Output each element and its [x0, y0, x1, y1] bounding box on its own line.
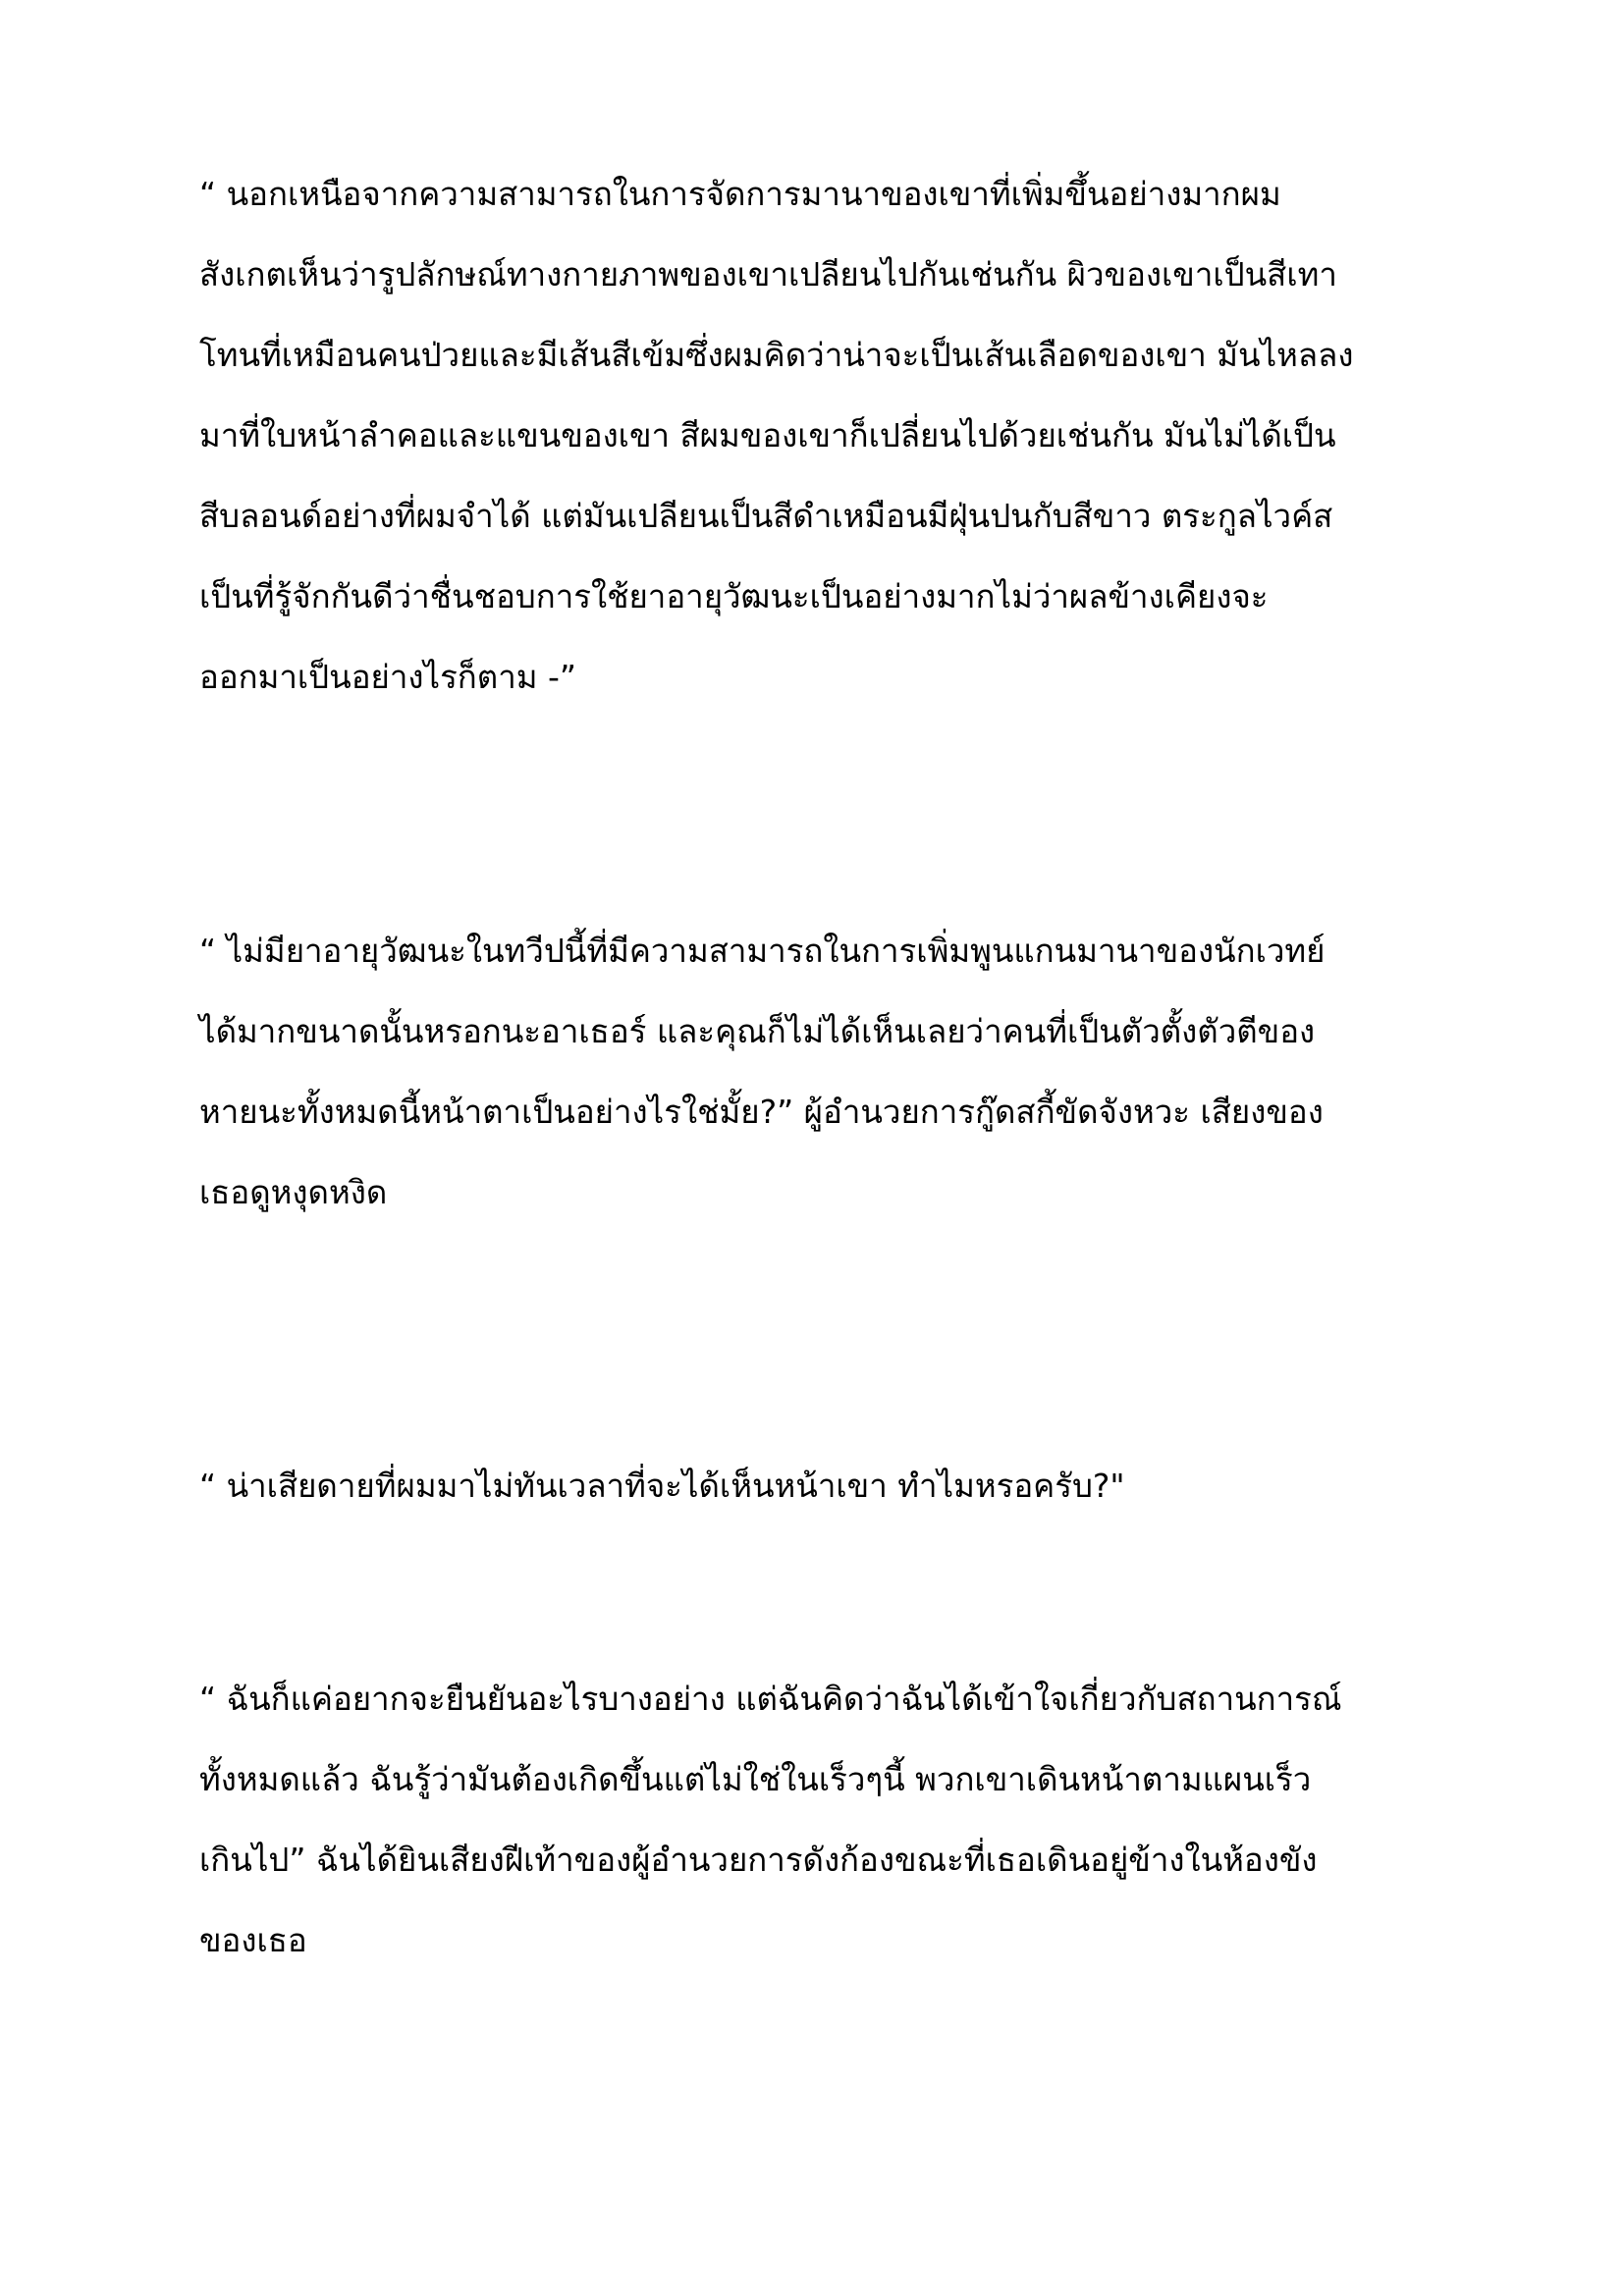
text-line: สังเกตเห็นว่ารูปลักษณ์ทางกายภาพของเขาเปลียนไปกันเช่นกัน ผิวของเขาเป็นสีเทา [199, 255, 1337, 294]
text-line: “ ฉันก็แค่อยากจะยืนยันอะไรบางอย่าง แต่ฉันคิดว่าฉันได้เข้าใจเกี่ยวกับสถานการณ์ [199, 1680, 1342, 1718]
text-line: ทั้งหมดแล้ว ฉันรู้ว่ามันต้องเกิดขึ้นแต่ไม่ใช่ในเร็วๆนี้ พวกเขาเดินหน้าตามแผนเร็ว [199, 1760, 1312, 1798]
text-line: มาที่ใบหน้าลำคอและแขนของเขา สีผมของเขาก็เปลี่ยนไปด้วยเช่นกัน มันไม่ได้เป็น [199, 416, 1336, 454]
text-line: “ นอกเหนือจากความสามารถในการจัดการมานาของเขาที่เพิ่มขึ้นอย่างมากผม [199, 175, 1281, 213]
text-line: ออกมาเป็นอย่างไรก็ตาม -” [199, 658, 576, 696]
text-line: เธอดูหงุดหงิด [199, 1173, 388, 1211]
text-line: เกินไป” ฉันได้ยินเสียงฝีเท้าของผู้อำนวยการดังก้องขณะที่เธอเดินอยู่ข้างในห้องขัง [199, 1841, 1318, 1879]
paragraph-1 [199, 154, 1466, 718]
text-line: เป็นที่รู้จักกันดีว่าชื่นชอบการใช้ยาอายุวัฒนะเป็นอย่างมากไม่ว่าผลข้างเคียงจะ [199, 577, 1269, 615]
text-line: ได้มากขนาดนั้นหรอกนะอาเธอร์ และคุณก็ไม่ได้เห็นเลยว่าคนที่เป็นตัวตั้งตัวตีของ [199, 1012, 1316, 1050]
text-line: ของเธอ [199, 1921, 307, 1959]
text-line: หายนะทั้งหมดนี้หน้าตาเป็นอย่างไรใช่มั้ย?” ผู้อำนวยการกู๊ดสกี้ขัดจังหวะ เสียงของ [199, 1093, 1324, 1131]
paragraph-4 [199, 1659, 1466, 1981]
text-line: “ น่าเสียดายที่ผมมาไม่ทันเวลาที่จะได้เห็นหน้าเขา ทำไมหรอครับ?" [199, 1467, 1125, 1505]
text-line: สีบลอนด์อย่างที่ผมจำได้ แต่มันเปลียนเป็นสีดำเหมือนมีฝุ่นปนกับสีขาว ตระกูลไวค์ส [199, 497, 1333, 535]
paragraph-2 [199, 911, 1466, 1233]
paragraph-3 [199, 1446, 1466, 1526]
text-line: โทนที่เหมือนคนป่วยและมีเส้นสีเข้มซึ่งผมคิดว่าน่าจะเป็นเส้นเลือดของเขา มันไหลลง [199, 336, 1354, 374]
text-line: “ ไม่มียาอายุวัฒนะในทวีปนี้ที่มีความสามารถในการเพิ่มพูนแกนมานาของนักเวทย์ [199, 932, 1326, 970]
